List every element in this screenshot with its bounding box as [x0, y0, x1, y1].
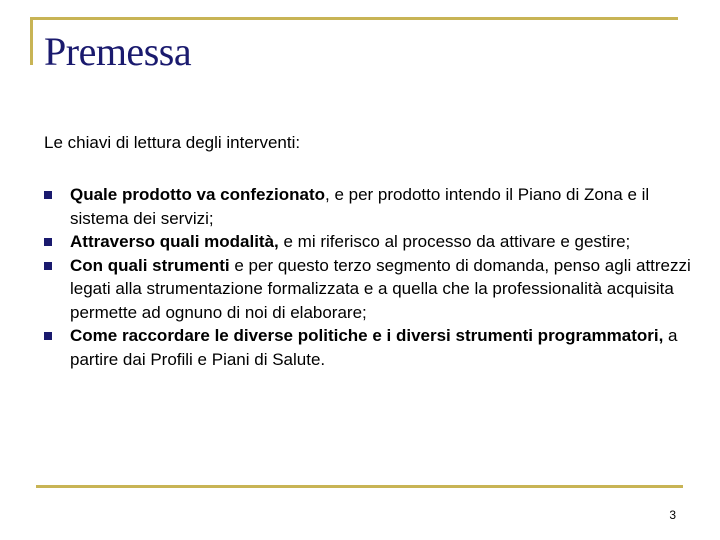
- square-bullet-icon: [44, 262, 52, 270]
- item-text: e per questo terzo segmento di domanda, penso agli attrezzi legati alla strumentazione formalizzata e a quella che la professionalità acquisita permette ad ognuno di noi di elaborare;: [70, 255, 691, 322]
- list-item: [44, 183, 694, 230]
- item-bold-text: Quale prodotto va confezionato: [70, 185, 326, 204]
- item-bold-text: Attraverso quali modalità,: [70, 232, 279, 251]
- item-text: e mi riferisco al processo da attivare e gestire;: [278, 232, 631, 251]
- square-bullet-icon: [44, 191, 52, 199]
- item-text: , e per prodotto intendo il Piano di Zona e il sistema dei servizi;: [70, 185, 650, 228]
- footer-rule: [36, 485, 683, 488]
- left-rule: [30, 17, 33, 65]
- page-number: 3: [669, 508, 676, 522]
- slide-title: Premessa: [44, 29, 192, 74]
- item-text: a partire dai Profili e Piani di Salute.: [70, 326, 678, 369]
- intro-text: Le chiavi di lettura degli interventi:: [44, 133, 301, 152]
- square-bullet-icon: [44, 332, 52, 340]
- top-rule: [30, 17, 678, 20]
- list-item: [44, 254, 694, 325]
- item-bold-text: Come raccordare le diverse politiche e i diversi strumenti programmatori,: [70, 326, 664, 345]
- item-bold-text: Con quali strumenti: [70, 255, 230, 275]
- square-bullet-icon: [44, 238, 52, 246]
- bullet-list: [44, 183, 694, 371]
- list-item: [44, 230, 694, 254]
- list-item: [44, 324, 694, 371]
